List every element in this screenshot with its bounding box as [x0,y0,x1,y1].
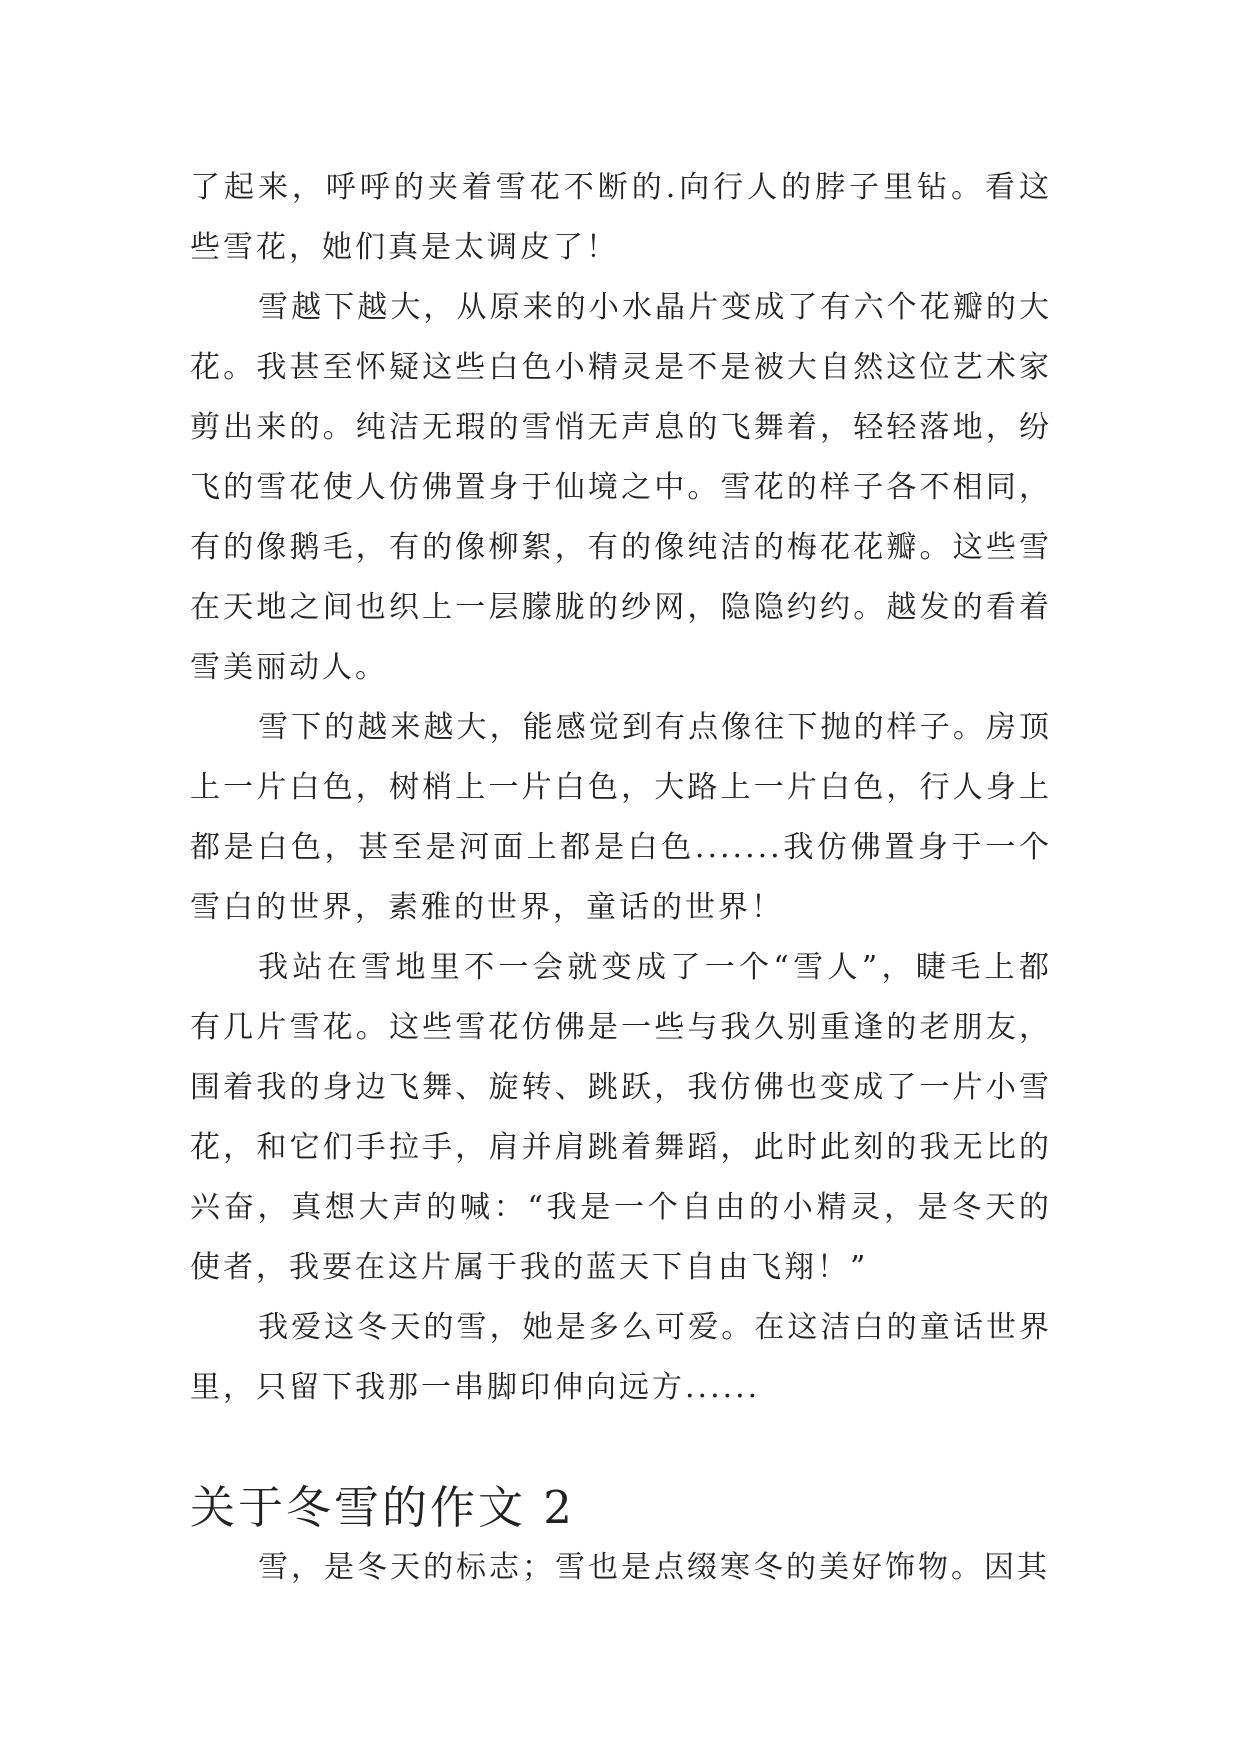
paragraph: 雪下的越来越大，能感觉到有点像往下抛的样子。房顶上一片白色，树梢上一片白色，大路上一片白色，行人身上都是白色，甚至是河面上都是白色.......我仿佛置身于一个雪白的世界，素雅的世界，童话的世界！ [190,710,1052,925]
paragraph: 我站在雪地里不一会就变成了一个“雪人”，睫毛上都有几片雪花。这些雪花仿佛是一些与我久别重逢的老朋友，围着我的身边飞舞、旋转、跳跃，我仿佛也变成了一片小雪花，和它们手拉手，肩并肩跳着舞蹈，此时此刻的我无比的兴奋，真想大声的喊：“我是一个自由的小精灵，是冬天的使者，我要在这片属于我的蓝天下自由飞翔！” [190,950,1052,1285]
section-heading: 关于冬雪的作文 2 [190,1481,575,1534]
document-body [190,158,1052,1598]
paragraph: 我爱这冬天的雪，她是多么可爱。在这洁白的童话世界里，只留下我那一串脚印伸向远方...... [190,1310,1052,1405]
paragraph-continued: 了起来，呼呼的夹着雪花不断的.向行人的脖子里钻。看这些雪花，她们真是太调皮了！ [190,170,1052,265]
paragraph: 雪，是冬天的标志；雪也是点缀寒冬的美好饰物。因其 [258,1550,1050,1585]
paragraph: 雪越下越大，从原来的小水晶片变成了有六个花瓣的大花。我甚至怀疑这些白色小精灵是不是被大自然这位艺术家剪出来的。纯洁无瑕的雪悄无声息的飞舞着，轻轻落地，纷飞的雪花使人仿佛置身于仙境之中。雪花的样子各不相同，有的像鹅毛，有的像柳絮，有的像纯洁的梅花花瓣。这些雪在天地之间也织上一层朦胧的纱网，隐隐约约。越发的看着雪美丽动人。 [190,290,1052,685]
